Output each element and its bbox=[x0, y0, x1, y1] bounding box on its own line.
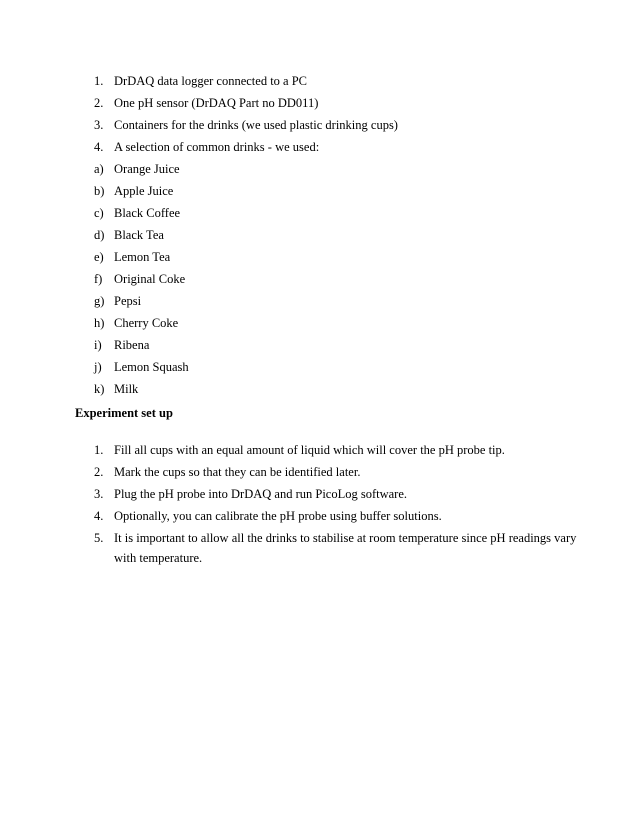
list-item-text: Cherry Coke bbox=[114, 316, 179, 330]
list-marker: 4. bbox=[94, 140, 104, 154]
list-item-text: Lemon Squash bbox=[114, 360, 189, 374]
list-item-text: Mark the cups so that they can be identified later. bbox=[114, 465, 361, 479]
list-item-text: A selection of common drinks - we used: bbox=[114, 140, 320, 154]
list-marker: 5. bbox=[94, 531, 104, 545]
list-item-text: One pH sensor (DrDAQ Part no DD011) bbox=[114, 96, 319, 110]
list-item-text: DrDAQ data logger connected to a PC bbox=[114, 74, 307, 88]
list-marker: c) bbox=[94, 206, 104, 220]
list-marker: 3. bbox=[94, 487, 104, 501]
list-marker: i) bbox=[94, 338, 102, 352]
list-marker: a) bbox=[94, 162, 104, 176]
list-marker: 2. bbox=[94, 96, 104, 110]
list-item-text: Optionally, you can calibrate the pH probe using buffer solutions. bbox=[114, 509, 442, 523]
list-item-text: Containers for the drinks (we used plastic drinking cups) bbox=[114, 118, 398, 132]
list-marker: d) bbox=[94, 228, 105, 242]
list-marker: e) bbox=[94, 250, 104, 264]
list-marker: k) bbox=[94, 382, 105, 396]
list-marker: f) bbox=[94, 272, 103, 286]
list-item-text: Ribena bbox=[114, 338, 150, 352]
list-item-text: Plug the pH probe into DrDAQ and run PicoLog software. bbox=[114, 487, 408, 501]
list-marker: h) bbox=[94, 316, 105, 330]
list-item-text: Fill all cups with an equal amount of liquid which will cover the pH probe tip. bbox=[114, 443, 505, 457]
section-heading: Experiment set up bbox=[75, 406, 173, 420]
list-marker: 1. bbox=[94, 74, 104, 88]
list-item-text: Black Tea bbox=[114, 228, 164, 242]
list-item-text: Original Coke bbox=[114, 272, 186, 286]
list-item-text: Pepsi bbox=[114, 294, 142, 308]
list-item-text: Milk bbox=[114, 382, 139, 396]
list-marker: 4. bbox=[94, 509, 104, 523]
list-marker: b) bbox=[94, 184, 105, 198]
list-item-text: Orange Juice bbox=[114, 162, 180, 176]
list-marker: 1. bbox=[94, 443, 104, 457]
list-item-text: Lemon Tea bbox=[114, 250, 171, 264]
list-item-text: Apple Juice bbox=[114, 184, 174, 198]
list-marker: j) bbox=[94, 360, 102, 374]
list-item-text: It is important to allow all the drinks to stabilise at room temperature since pH readings vary with temperature. bbox=[114, 531, 577, 565]
list-marker: g) bbox=[94, 294, 105, 308]
list-item-text: Black Coffee bbox=[114, 206, 181, 220]
list-marker: 2. bbox=[94, 465, 104, 479]
list-marker: 3. bbox=[94, 118, 104, 132]
